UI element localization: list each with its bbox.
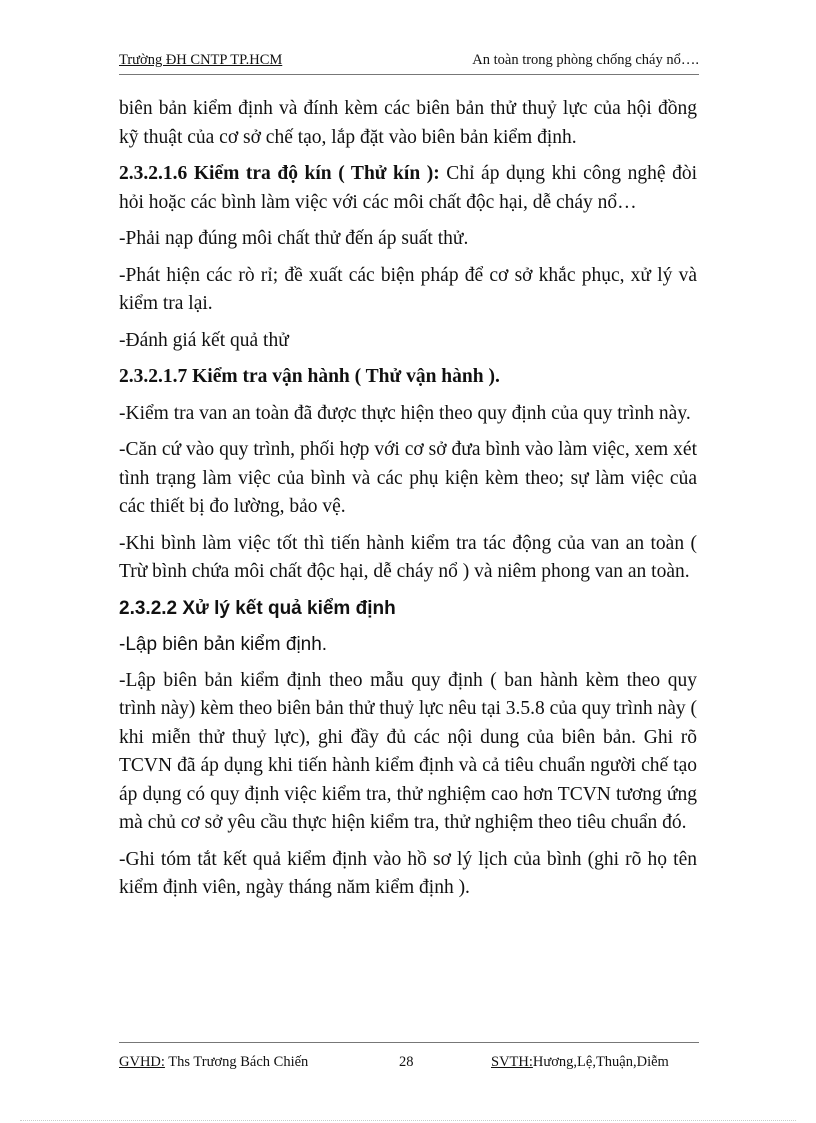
section-heading: 2.3.2.1.6 Kiểm tra độ kín ( Thử kín ): xyxy=(119,163,440,184)
paragraph: -Căn cứ vào quy trình, phối hợp với cơ sở đưa bình vào làm việc, xem xét tình trạng làm việc của bình và các phụ kiện kèm theo; sự làm việc của các thiết bị đo lường, bảo vệ. xyxy=(119,439,697,517)
footer-advisor xyxy=(119,1054,308,1071)
paragraph: -Đánh giá kết quả thử xyxy=(119,329,289,351)
paragraph: biên bản kiểm định và đính kèm các biên bản thử thuỷ lực của hội đồng kỹ thuật của cơ sở chế tạo, lắp đặt vào biên bản kiểm định. xyxy=(119,98,697,148)
header-school: Trường ĐH CNTP TP.HCM xyxy=(119,52,283,68)
page-edge xyxy=(20,1120,796,1121)
paragraph: -Phải nạp đúng môi chất thử đến áp suất thử. xyxy=(119,228,469,249)
advisor-label: GVHD: xyxy=(119,1054,165,1070)
section-text: Chỉ áp dụng khi công nghệ đòi hỏi hoặc các bình làm việc với các môi chất độc hại, dễ cháy nổ… xyxy=(119,163,697,213)
paragraph: -Kiểm tra van an toàn đã được thực hiện theo quy định của quy trình này. xyxy=(119,402,691,424)
section-heading: 2.3.2.1.7 Kiểm tra vận hành ( Thử vận hành ). xyxy=(119,366,500,387)
students-names: Hương,Lệ,Thuận,Diễm xyxy=(532,1054,669,1070)
paragraph: -Phát hiện các rò rỉ; đề xuất các biện pháp để cơ sở khắc phục, xử lý và kiểm tra lại. xyxy=(119,264,697,314)
students-label: SVTH: xyxy=(491,1054,533,1070)
footer-students xyxy=(491,1054,669,1071)
advisor-name: Ths Trương Bách Chiến xyxy=(164,1054,309,1070)
section-2-3-2-1-6 xyxy=(119,160,697,217)
section-2-3-2-1-7 xyxy=(119,363,697,392)
page-footer xyxy=(119,1050,699,1074)
header-rule xyxy=(119,74,699,75)
header-title: An toàn trong phòng chống cháy nổ…. xyxy=(472,52,699,68)
page-body xyxy=(119,95,697,911)
page-header xyxy=(119,52,699,76)
paragraph: -Lập biên bản kiểm định theo mẫu quy định ( ban hành kèm theo quy trình này) kèm theo biên bản thử thuỷ lực nêu tại 3.5.8 của quy trình này ( khi miễn thử thuỷ lực), ghi đầy đủ các nội dung của biên bản. Ghi rõ TCVN đã áp dụng khi tiến hành kiểm định và cả tiêu chuẩn người chế tạo áp dụng có quy định việc kiểm tra, thử nghiệm cao hơn TCVN tương ứng mà chủ cơ sở yêu cầu thực hiện kiểm tra, thử nghiệm theo tiêu chuẩn đó. xyxy=(119,669,697,833)
page-number: 28 xyxy=(399,1054,414,1070)
paragraph: -Lập biên bản kiểm định. xyxy=(119,633,328,655)
section-2-3-2-2-heading: 2.3.2.2 Xử lý kết quả kiểm định xyxy=(119,597,396,619)
paragraph: -Khi bình làm việc tốt thì tiến hành kiểm tra tác động của van an toàn ( Trừ bình chứa môi chất độc hại, dễ cháy nổ ) và niêm phong van an toàn. xyxy=(119,532,697,582)
paragraph: -Ghi tóm tắt kết quả kiểm định vào hồ sơ lý lịch của bình (ghi rõ họ tên kiểm định viên, ngày tháng năm kiểm định ). xyxy=(119,848,697,898)
footer-rule xyxy=(119,1042,699,1043)
